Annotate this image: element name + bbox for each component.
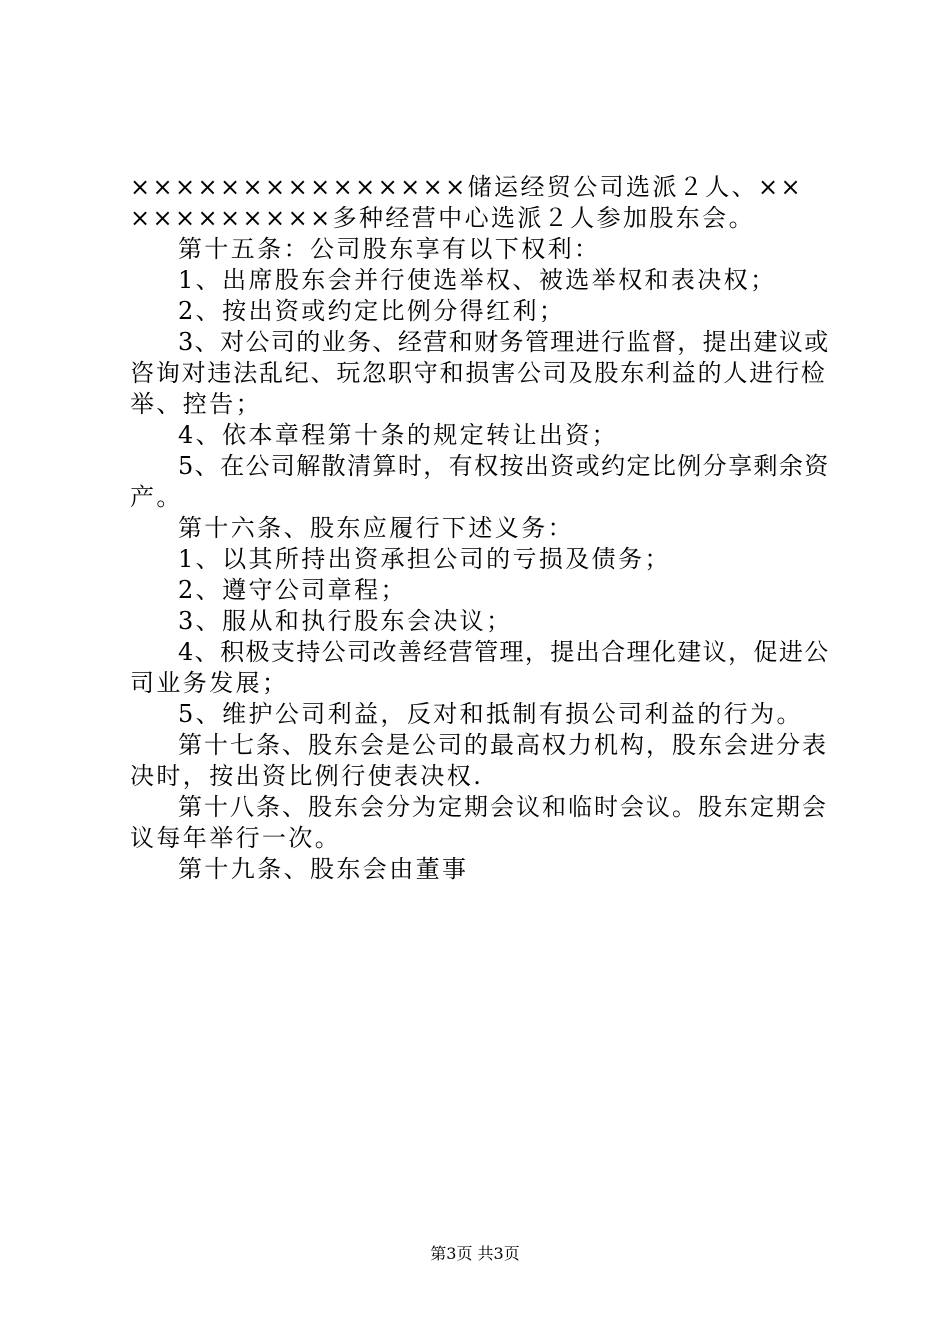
text-line: 议每年举行一次。 — [130, 824, 342, 852]
text-line: 第十八条、股东会分为定期会议和临时会议。股东定期会 — [178, 793, 828, 821]
text-line: 第十六条、股东应履行下述义务： — [178, 514, 574, 542]
text-line: 5、在公司解散清算时，有权按出资或约定比例分享剩余资 — [178, 452, 830, 480]
text-line: 4、积极支持公司改善经营管理，提出合理化建议，促进公 — [178, 638, 830, 666]
text-line: 司业务发展； — [130, 669, 289, 697]
text-line: 3、对公司的业务、经营和财务管理进行监督，提出建议或 — [178, 328, 830, 356]
document-body — [130, 172, 830, 885]
text-line: 举、控告； — [130, 390, 262, 418]
text-line: 2、遵守公司章程； — [178, 576, 407, 604]
text-line: 4、依本章程第十条的规定转让出资； — [178, 421, 619, 449]
text-line: 第十九条、股东会由董事 — [178, 855, 469, 883]
text-line: 1、以其所持出资承担公司的亏损及债务； — [178, 545, 671, 573]
page-number: 第3页 共3页 — [430, 1244, 520, 1263]
text-line: 决时，按出资比例行使表决权. — [130, 762, 484, 790]
text-line: 5、维护公司利益，反对和抵制有损公司利益的行为。 — [178, 700, 803, 728]
text-line: ×××××××××××××××储运经贸公司选派２人、×× — [130, 173, 804, 201]
text-line: 产。 — [130, 483, 183, 511]
text-line: 咨询对违法乱纪、玩忽职守和损害公司及股东利益的人进行检 — [130, 359, 827, 387]
text-line: 1、出席股东会并行使选举权、被选举权和表决权； — [178, 266, 777, 294]
text-line: 第十五条：公司股东享有以下权利： — [178, 235, 601, 263]
text-line: 2、按出资或约定比例分得红利； — [178, 297, 566, 325]
page-footer — [0, 1244, 950, 1264]
text-line: 第十七条、股东会是公司的最高权力机构，股东会进分表 — [178, 731, 828, 759]
text-line: ×××××××××多种经营中心选派２人参加股东会。 — [130, 204, 755, 232]
text-line: 3、服从和执行股东会决议； — [178, 607, 513, 635]
